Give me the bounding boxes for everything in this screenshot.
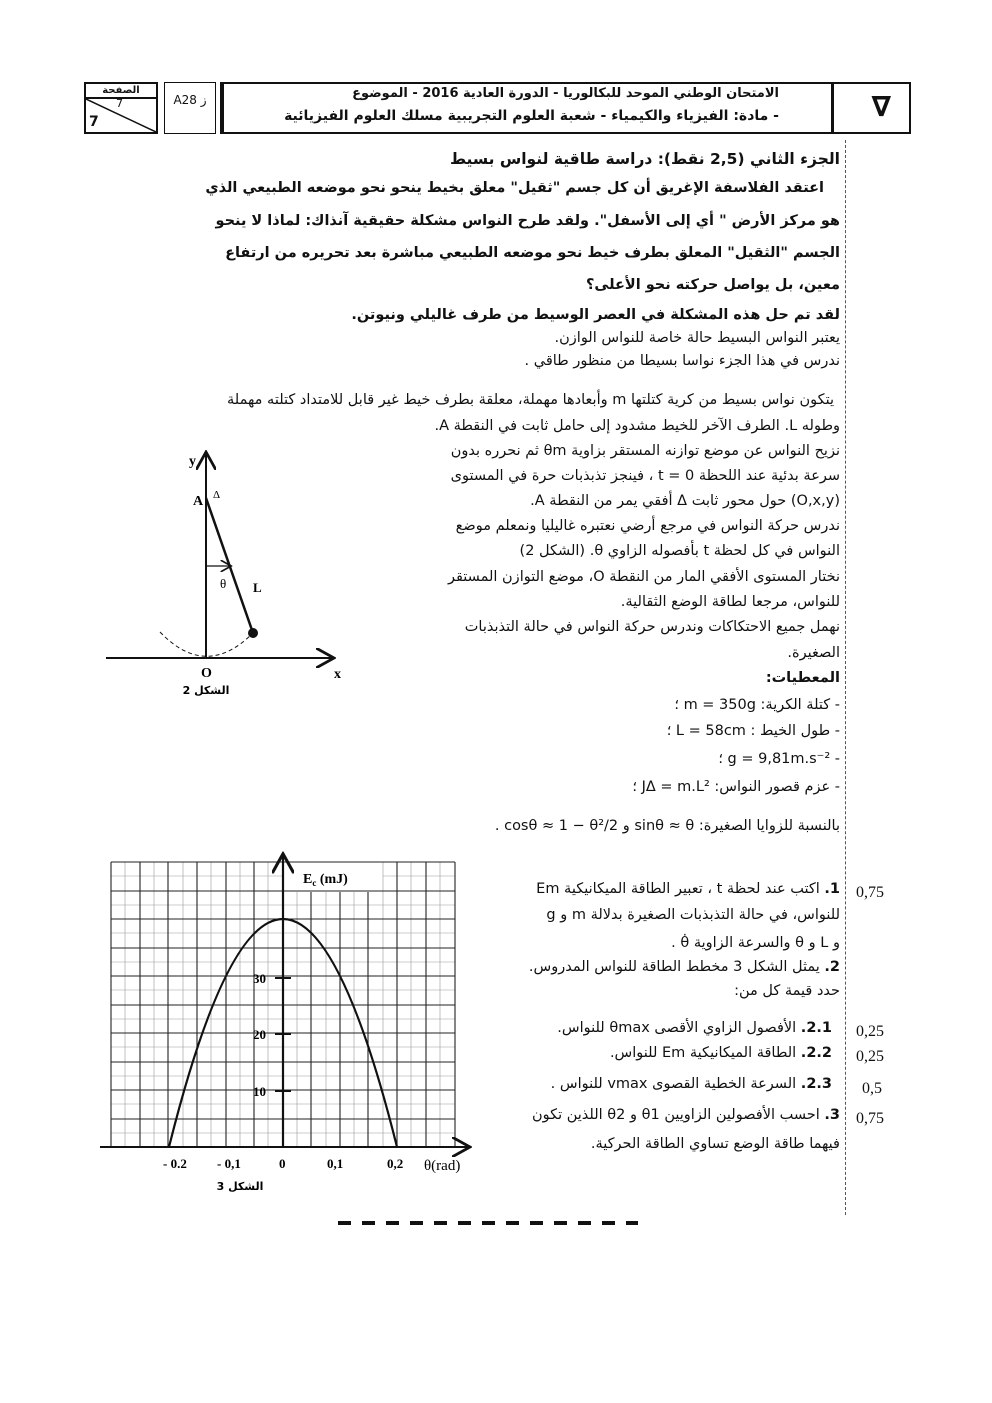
description-line: نختار المستوى الأفقي المار من النقطة O، موضع التوازن المستقر bbox=[447, 569, 840, 585]
points: 0,75 bbox=[856, 884, 884, 901]
points: 0,5 bbox=[862, 1080, 882, 1097]
data-item: - طول الخيط : L = 58cm ؛ bbox=[666, 723, 840, 739]
question-2-2: 2.2. الطاقة الميكانيكية Em للنواس. bbox=[609, 1045, 832, 1061]
theta-label: θ bbox=[220, 576, 227, 591]
x-axis-title: θ(rad) bbox=[424, 1158, 461, 1174]
exam-title-line1: الامتحان الوطني الموحد للبكالوريا - الدورة العادية 2016 - الموضوع bbox=[352, 86, 779, 101]
x-axis-label: x bbox=[334, 667, 341, 682]
page-label: الصفحة bbox=[86, 84, 156, 99]
intro-line: الجسم "الثقيل" المعلق بطرف خيط نحو موضعه الطبيعي مباشرة بعد تحريره من ارتفاع bbox=[225, 245, 840, 261]
page-current: 7 bbox=[116, 97, 123, 110]
description-line: وطوله L. الطرف الآخر للخيط مشدود إلى حامل ثابت في النقطة A. bbox=[434, 418, 840, 434]
exam-title-line2: - مادة: الفيزياء والكيمياء - شعبة العلوم التجريبية مسلك العلوم الفيزيائية bbox=[284, 108, 779, 124]
page-number-box bbox=[84, 82, 158, 134]
question-2-cont: حدد قيمة كل من: bbox=[734, 983, 840, 999]
length-label: L bbox=[253, 580, 262, 595]
data-item: - كتلة الكرية: m = 350g ؛ bbox=[674, 697, 840, 713]
question-2-1: 2.1. الأفصول الزاوي الأقصى θmax للنواس. bbox=[557, 1020, 832, 1036]
exam-header bbox=[84, 82, 911, 136]
description-line: نهمل جميع الاحتكاكات وندرس حركة النواس في حالة التذبذبات bbox=[464, 619, 840, 635]
exam-code: A28 ز bbox=[164, 82, 216, 134]
description-line: للنواس، مرجعا لطاقة الوضع الثقالية. bbox=[620, 594, 840, 610]
delta-label: Δ bbox=[213, 489, 221, 501]
origin-label: O bbox=[201, 666, 212, 681]
x-tick: - 0,1 bbox=[217, 1156, 241, 1171]
points: 0,25 bbox=[856, 1048, 884, 1065]
question-3: 3. احسب الأفصولين الزاويين θ1 و θ2 اللذين تكون bbox=[531, 1107, 840, 1123]
nabla-icon: ∇ bbox=[871, 90, 891, 123]
question-1-cont: للنواس، في حالة التذبذبات الصغيرة بدلالة m و g bbox=[546, 907, 840, 923]
figure-2-pendulum bbox=[100, 440, 360, 710]
page-total: 7 bbox=[89, 114, 99, 130]
point-A-label: A bbox=[193, 494, 204, 509]
data-item: - عزم قصور النواس: JΔ = m.L² ؛ bbox=[632, 779, 840, 795]
figure-3-caption: الشكل 3 bbox=[216, 1180, 264, 1193]
question-1-cont: و L و θ والسرعة الزاوية θ̇ . bbox=[671, 935, 840, 951]
description-line: ندرس حركة النواس في مرجع أرضي نعتبره غاليليا ونمعلم موضع bbox=[455, 518, 840, 534]
question-3-cont: فيهما طاقة الوضع تساوي الطاقة الحركية. bbox=[590, 1136, 840, 1152]
y-axis-label: y bbox=[189, 454, 196, 469]
y-tick: 10 bbox=[253, 1084, 266, 1099]
description-line: سرعة بدئية عند اللحظة t = 0 ، فينجز تذبذبات حرة في المستوى bbox=[450, 468, 840, 484]
context-line: يعتبر النواس البسيط حالة خاصة للنواس الوازن. bbox=[554, 330, 840, 346]
x-tick: 0,2 bbox=[387, 1156, 404, 1171]
y-tick: 20 bbox=[253, 1027, 266, 1042]
data-item: - g = 9,81m.s⁻² ؛ bbox=[718, 751, 840, 767]
x-tick: - 0.2 bbox=[163, 1156, 187, 1171]
description-line: يتكون نواس بسيط من كرية كتلتها m وأبعادها مهملة، معلقة بطرف خيط غير قابل للامتداد كتلته مهملة bbox=[227, 392, 834, 408]
question-2-3: 2.3. السرعة الخطية القصوى vmax للنواس . bbox=[550, 1076, 832, 1092]
y-axis-title: $E_c$ (mJ) bbox=[303, 872, 348, 888]
data-title: المعطيات: bbox=[765, 670, 840, 686]
y-tick: 30 bbox=[253, 971, 266, 986]
description-line: الصغيرة. bbox=[787, 645, 840, 661]
points: 0,25 bbox=[856, 1023, 884, 1040]
header-divider bbox=[831, 84, 834, 132]
x-tick: 0 bbox=[279, 1156, 286, 1171]
intro-line: هو مركز الأرض " أي إلى الأسفل". ولقد طرح النواس مشكلة حقيقية آنذاك: لماذا لا ينحو bbox=[215, 213, 840, 229]
end-of-exam-mark bbox=[338, 1221, 638, 1225]
points: 0,75 bbox=[856, 1110, 884, 1127]
description-line: النواس في كل لحظة t بأفصوله الزاوي θ. (الشكل 2) bbox=[519, 543, 840, 559]
margin-divider bbox=[845, 140, 846, 1215]
intro-line: اعتقد الفلاسفة الإغريق أن كل جسم "ثقيل" معلق بخيط ينحو نحو موضعه الطبيعي الذي bbox=[205, 180, 824, 196]
figure-3-energy-chart bbox=[100, 850, 480, 1200]
question-2: 2. يمثل الشكل 3 مخطط الطاقة للنواس المدروس. bbox=[528, 959, 840, 975]
history-line: لقد تم حل هذه المشكلة في العصر الوسيط من طرف غاليلي ونيوتن. bbox=[351, 307, 840, 323]
question-1: 1. اكتب عند لحظة t ، تعبير الطاقة الميكانيكية Em bbox=[536, 881, 840, 897]
intro-line: معين، بل يواصل حركته نحو الأعلى؟ bbox=[586, 277, 840, 293]
x-tick: 0,1 bbox=[327, 1156, 344, 1171]
exam-title-box bbox=[220, 82, 911, 134]
part-title: الجزء الثاني (2,5 نقط): دراسة طاقية لنواس بسيط bbox=[449, 150, 840, 168]
context-line: ندرس في هذا الجزء نواسا بسيطا من منظور طاقي . bbox=[524, 353, 840, 369]
figure-2-caption: الشكل 2 bbox=[182, 684, 230, 697]
description-line: نزيح النواس عن موضع توازنه المستقر بزاوية θm ثم نحرره بدون bbox=[450, 443, 840, 459]
small-angles-line: بالنسبة للزوايا الصغيرة: sinθ ≈ θ و cosθ ≈ 1 − θ²/2 . bbox=[494, 818, 840, 834]
description-line: (O,x,y) حول محور ثابت Δ أفقي يمر من النقطة A. bbox=[530, 493, 840, 509]
